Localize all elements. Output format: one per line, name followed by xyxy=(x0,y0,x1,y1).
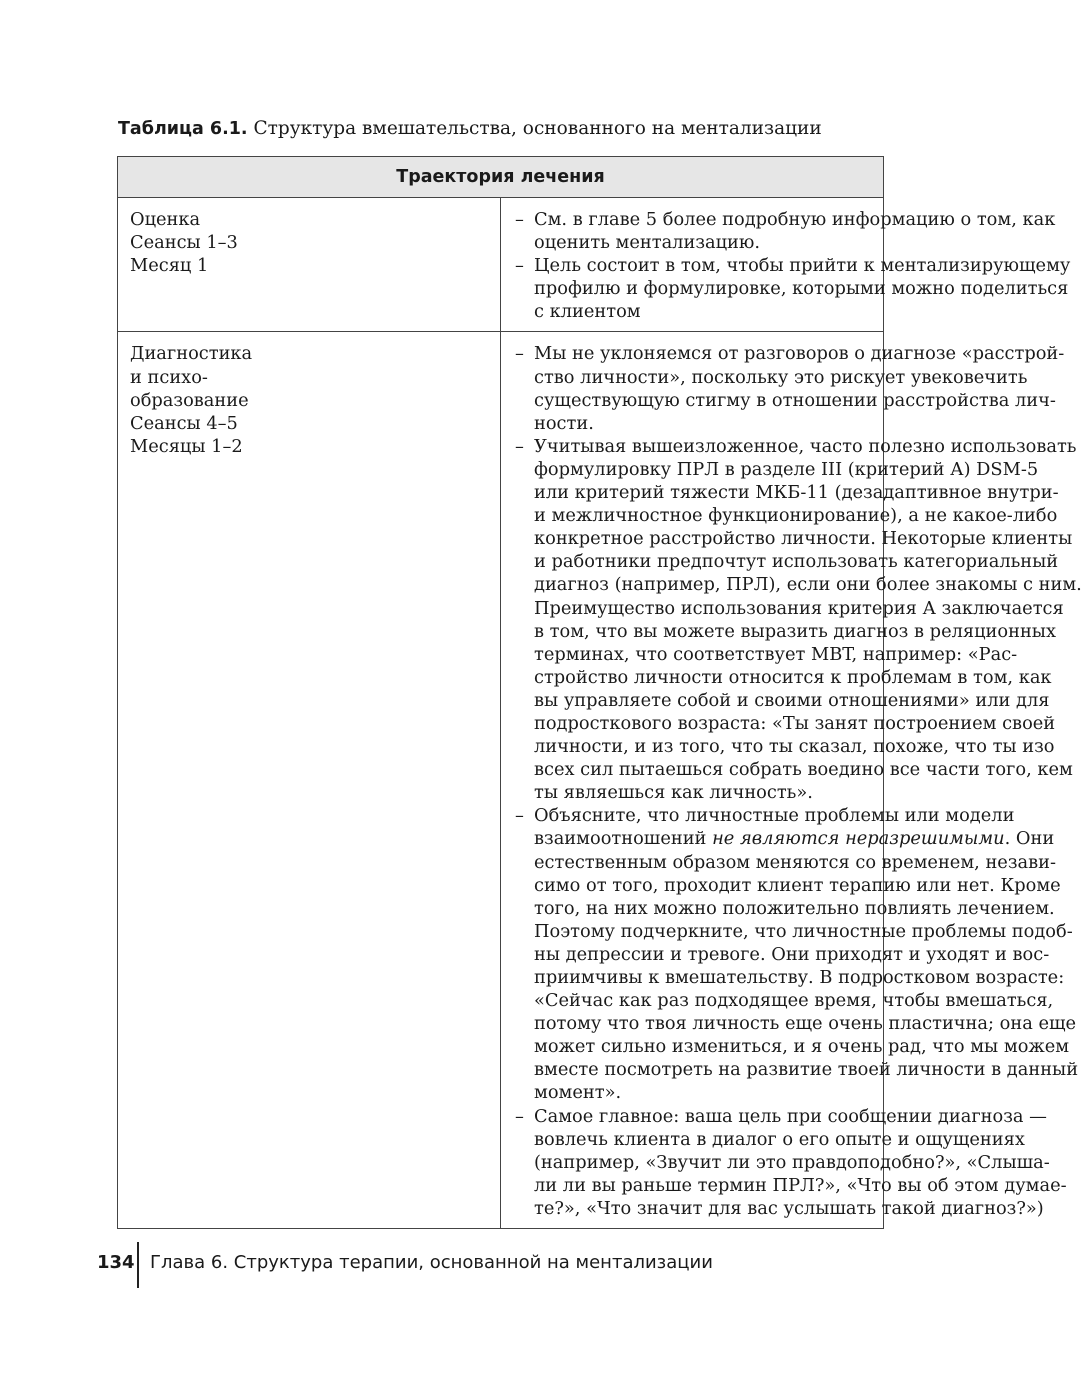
description-cell xyxy=(501,198,1071,332)
table-header: Траектория лечения xyxy=(118,157,884,198)
text-line: симо от того, проходит клиент терапию или нет. Кроме xyxy=(534,874,1061,896)
stage-line: Месяц 1 xyxy=(130,255,209,277)
table-caption xyxy=(118,116,938,142)
running-chapter-title: Глава 6. Структура терапии, основанной на ментализации xyxy=(150,1252,713,1273)
treatment-table xyxy=(117,156,1082,1229)
text-line: оценить ментализацию. xyxy=(534,232,761,254)
text-line: (например, «Звучит ли это правдоподобно?», «Слыша- xyxy=(534,1151,1050,1173)
stage-line: образование xyxy=(130,389,249,411)
text-line: и межличностное функционирование), а не какое-либо xyxy=(534,505,1058,527)
text-line-with-emphasis xyxy=(534,827,1055,850)
bullet-item xyxy=(515,342,1065,434)
text-line: стройство личности относится к проблемам в том, как xyxy=(534,666,1052,688)
text-line: всех сил пытаешься собрать воедино все части того, кем xyxy=(534,759,1073,781)
text-line: приимчивы к вмешательству. В подростковом возрасте: xyxy=(534,967,1065,988)
bullet-item xyxy=(515,1105,1067,1220)
table-row xyxy=(118,198,884,332)
dash-marker: – xyxy=(515,1105,524,1127)
dash-marker: – xyxy=(515,805,524,827)
text-line: момент». xyxy=(534,1082,622,1104)
text-segment: взаимоотношений xyxy=(534,828,713,850)
text-line: формулировку ПРЛ в разделе III (критерий А) DSM-5 xyxy=(534,458,1039,480)
stage-cell xyxy=(118,198,501,332)
text-line: вовлечь клиента в диалог о его опыте и ощущениях xyxy=(534,1128,1025,1150)
text-line: существующую стигму в отношении расстройства лич- xyxy=(534,389,1056,411)
dash-marker: – xyxy=(515,255,524,277)
text-line: те?», «Что значит для вас услышать такой диагноз?») xyxy=(534,1197,1044,1219)
text-line: Объясните, что личностные проблемы или модели xyxy=(534,805,1015,827)
text-segment: . Они xyxy=(1004,828,1055,850)
text-line: профилю и формулировке, которыми можно поделиться xyxy=(534,278,1069,300)
emphasis-text: не являются неразрешимыми xyxy=(712,828,1005,850)
stage-line: Диагностика xyxy=(130,343,253,365)
table-caption-text: Структура вмешательства, основанного на ментализации xyxy=(253,118,822,139)
text-line: вы управляете собой и своими отношениями» или для xyxy=(534,689,1050,711)
description-cell xyxy=(501,332,1082,1229)
dash-marker: – xyxy=(515,435,524,457)
stage-line: Месяцы 1–2 xyxy=(130,435,243,457)
stage-line: Сеансы 1–3 xyxy=(130,232,238,254)
bullet-item xyxy=(515,254,1071,323)
text-line: ности. xyxy=(534,412,594,434)
stage-line: и психо- xyxy=(130,366,208,388)
text-line: Преимущество использования критерия А заключается xyxy=(534,597,1064,619)
bullet-item xyxy=(515,804,1079,1104)
table-header-row xyxy=(118,157,884,198)
table-row xyxy=(118,332,884,1229)
text-line: ство личности», поскольку это рискует увековечить xyxy=(534,366,1028,388)
text-line: личности, и из того, что ты сказал, похоже, что ты изо xyxy=(534,736,1055,758)
stage-line: Сеансы 4–5 xyxy=(130,412,238,434)
text-line: «Сейчас как раз подходящее время, чтобы вмешаться, xyxy=(534,990,1054,1012)
text-line: вместе посмотреть на развитие твоей личности в данный xyxy=(534,1059,1079,1081)
text-line: См. в главе 5 более подробную информацию о том, как xyxy=(534,209,1056,230)
table-caption-label: Таблица 6.1. xyxy=(118,119,248,139)
dash-marker: – xyxy=(515,209,524,230)
text-line: Мы не уклоняемся от разговоров о диагнозе «расстрой- xyxy=(534,343,1065,365)
text-line: потому что твоя личность еще очень пластична; она еще xyxy=(534,1013,1077,1035)
page-number: 134 xyxy=(97,1252,135,1273)
text-line: Поэтому подчеркните, что личностные проблемы подоб- xyxy=(534,920,1073,942)
text-line: или критерий тяжести МКБ-11 (дезадаптивное внутри- xyxy=(534,482,1059,504)
stage-cell xyxy=(118,332,501,1229)
text-line: Самое главное: ваша цель при сообщении диагноза — xyxy=(534,1105,1047,1127)
text-line: Цель состоит в том, чтобы прийти к ментализирующему xyxy=(534,255,1071,277)
text-line: и работники предпочтут использовать категориальный xyxy=(534,551,1059,573)
text-line: ли ли вы раньше термин ПРЛ?», «Что вы об этом думае- xyxy=(534,1174,1067,1196)
text-line: терминах, что соответствует MBT, например: «Рас- xyxy=(534,643,1018,665)
dash-marker: – xyxy=(515,343,524,365)
footer-divider xyxy=(137,1242,139,1288)
text-line: в том, что вы можете выразить диагноз в реляционных xyxy=(534,620,1056,642)
text-line: может сильно измениться, и я очень рад, что мы можем xyxy=(534,1036,1070,1058)
text-line: того, на них можно положительно повлиять лечением. xyxy=(534,897,1055,919)
text-line: ны депрессии и тревоге. Они приходят и уходят и вос- xyxy=(534,943,1050,965)
bullet-item xyxy=(515,208,1056,254)
text-line: Учитывая вышеизложенное, часто полезно использовать xyxy=(534,435,1077,457)
text-line: диагноз (например, ПРЛ), если они более знакомы с ним. xyxy=(534,574,1082,596)
text-line: конкретное расстройство личности. Некоторые клиенты xyxy=(534,528,1073,550)
text-line: естественным образом меняются со временем, незави- xyxy=(534,851,1056,873)
text-line: подросткового возраста: «Ты занят построением своей xyxy=(534,712,1056,734)
text-line: ты являешься как личность». xyxy=(534,782,813,804)
stage-line: Оценка xyxy=(130,209,201,230)
text-line: с клиентом xyxy=(534,301,641,323)
bullet-item xyxy=(515,435,1082,805)
